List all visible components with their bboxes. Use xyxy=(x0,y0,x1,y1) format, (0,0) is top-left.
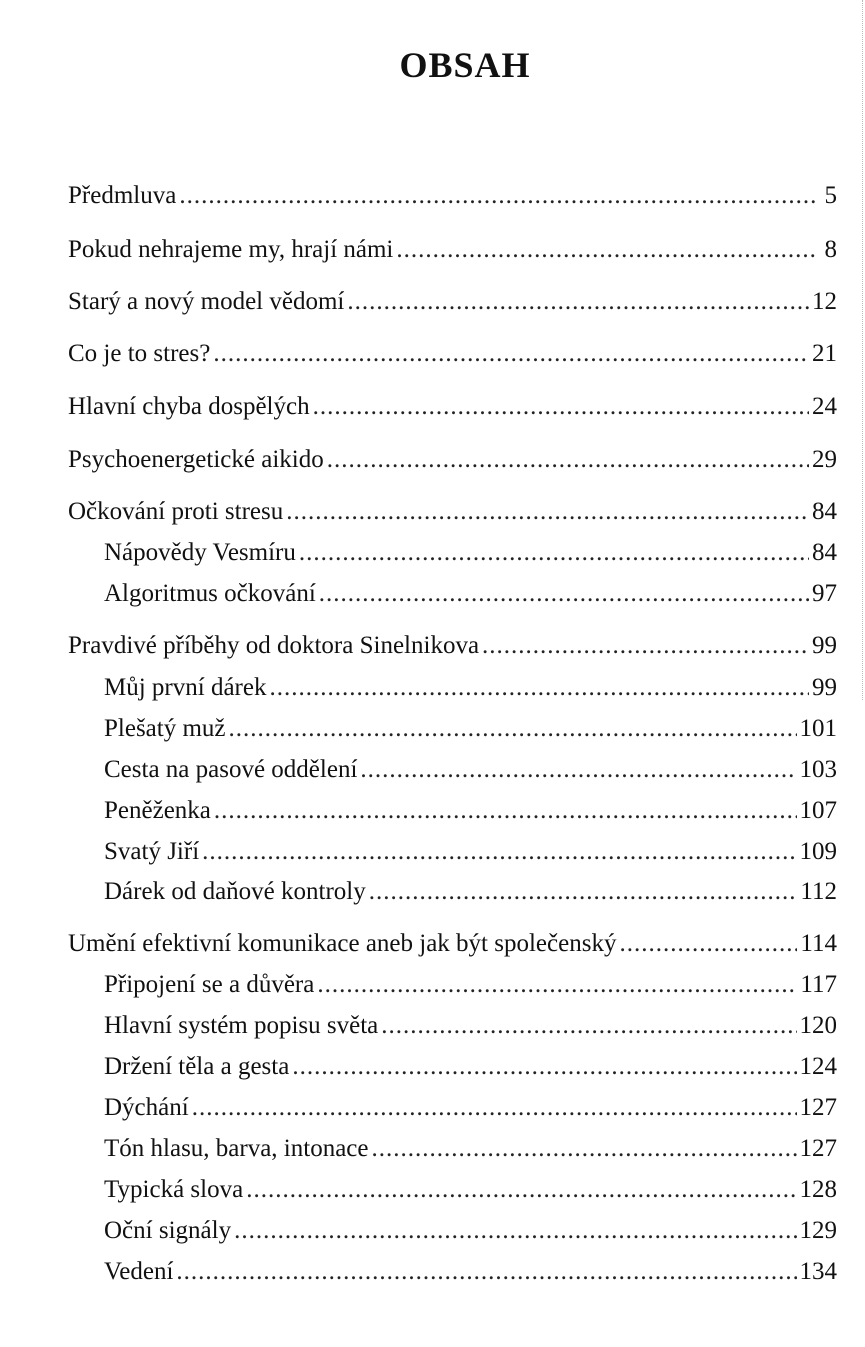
page-edge-marks xyxy=(858,0,863,700)
toc-subentry-title: Peněženka xyxy=(104,797,211,824)
toc-subentry-title: Plešatý muž xyxy=(104,715,226,742)
dot-leader xyxy=(176,1256,796,1288)
toc-subentry-page: 127 xyxy=(799,1135,837,1162)
toc-subentry-title: Dýchání xyxy=(104,1094,189,1121)
dot-leader xyxy=(482,630,809,662)
dot-leader xyxy=(269,672,809,704)
toc-entry-page: 84 xyxy=(812,498,837,525)
toc-subentry-title: Cesta na pasové oddělení xyxy=(104,756,358,783)
toc-subentry-title: Typická slova xyxy=(104,1176,244,1203)
toc-entry-title: Pokud nehrajeme my, hrají námi xyxy=(68,236,394,263)
toc-subentry-page: 101 xyxy=(799,715,837,742)
toc-subentry-title: Držení těla a gesta xyxy=(104,1053,290,1080)
toc-entry[interactable] xyxy=(0,391,837,423)
toc-subentry-page: 84 xyxy=(812,539,837,566)
toc-entry-page: 5 xyxy=(824,182,837,209)
dot-leader xyxy=(192,1092,797,1124)
toc-subentry[interactable] xyxy=(0,795,837,827)
toc-entry[interactable] xyxy=(0,234,837,266)
dot-leader xyxy=(381,1010,796,1042)
dot-leader xyxy=(292,1051,796,1083)
toc-entry[interactable] xyxy=(0,496,837,528)
toc-entry-title: Starý a nový model vědomí xyxy=(68,288,345,315)
dot-leader xyxy=(396,234,816,266)
toc-subentry[interactable] xyxy=(0,1174,837,1206)
toc-entry-title: Umění efektivní komunikace aneb jak být společenský xyxy=(68,930,617,957)
toc-entry[interactable] xyxy=(0,286,837,318)
toc-entry[interactable] xyxy=(0,180,837,212)
toc-subentry[interactable] xyxy=(0,836,837,868)
dot-leader xyxy=(286,496,809,528)
dot-leader xyxy=(369,876,798,908)
toc-subentry-title: Připojení se a důvěra xyxy=(104,971,315,998)
toc-entry-title: Hlavní chyba dospělých xyxy=(68,393,310,420)
toc-entry-page: 114 xyxy=(800,930,837,957)
dot-leader xyxy=(299,537,809,569)
toc-entry-title: Očkování proti stresu xyxy=(68,498,284,525)
toc-subentry-page: 99 xyxy=(812,674,837,701)
toc-entry[interactable] xyxy=(0,338,837,370)
toc-entry-page: 8 xyxy=(824,236,837,263)
dot-leader xyxy=(317,969,797,1001)
toc-entry-page: 99 xyxy=(812,632,837,659)
toc-subentry[interactable] xyxy=(0,672,837,704)
toc-subentry-title: Nápovědy Vesmíru xyxy=(104,539,296,566)
toc-subentry-title: Hlavní systém popisu světa xyxy=(104,1012,379,1039)
toc-subentry[interactable] xyxy=(0,1092,837,1124)
toc-subentry-page: 120 xyxy=(799,1012,837,1039)
dot-leader xyxy=(327,444,809,476)
toc-subentry[interactable] xyxy=(0,969,837,1001)
toc-subentry[interactable] xyxy=(0,1256,837,1288)
toc-subentry-page: 103 xyxy=(799,756,837,783)
toc-entry-page: 21 xyxy=(812,340,837,367)
toc-subentry-page: 129 xyxy=(799,1217,837,1244)
toc-entry-title: Co je to stres? xyxy=(68,340,211,367)
toc-entry[interactable] xyxy=(0,928,837,960)
dot-leader xyxy=(202,836,796,868)
toc-entry-page: 29 xyxy=(812,446,837,473)
toc-subentry[interactable] xyxy=(0,1010,837,1042)
toc-entry[interactable] xyxy=(0,630,837,662)
toc-entry-title: Psychoenergetické aikido xyxy=(68,446,324,473)
toc-subentry-title: Dárek od daňové kontroly xyxy=(104,878,366,905)
page-title: OBSAH xyxy=(399,45,531,85)
dot-leader xyxy=(372,1133,797,1165)
dot-leader xyxy=(213,338,809,370)
toc-subentry[interactable] xyxy=(0,1133,837,1165)
toc-subentry[interactable] xyxy=(0,713,837,745)
toc-subentry-page: 117 xyxy=(800,971,837,998)
toc-subentry-title: Algoritmus očkování xyxy=(104,580,316,607)
toc-subentry-title: Můj první dárek xyxy=(104,674,267,701)
toc-subentry[interactable] xyxy=(0,1215,837,1247)
dot-leader xyxy=(360,754,796,786)
toc-subentry-page: 134 xyxy=(799,1258,837,1285)
toc-entry-page: 12 xyxy=(812,288,837,315)
dot-leader xyxy=(214,795,797,827)
toc-subentry-page: 109 xyxy=(799,838,837,865)
toc-entry[interactable] xyxy=(0,444,837,476)
dot-leader xyxy=(246,1174,796,1206)
dot-leader xyxy=(179,180,816,212)
toc-subentry-title: Tón hlasu, barva, intonace xyxy=(104,1135,369,1162)
toc-subentry-page: 128 xyxy=(799,1176,837,1203)
toc-subentry[interactable] xyxy=(0,754,837,786)
toc-entry-title: Předmluva xyxy=(68,182,177,209)
toc-subentry-page: 124 xyxy=(799,1053,837,1080)
dot-leader xyxy=(313,391,809,423)
toc-subentry[interactable] xyxy=(0,876,837,908)
toc-subentry-title: Oční signály xyxy=(104,1217,232,1244)
toc-entry-page: 24 xyxy=(812,393,837,420)
dot-leader xyxy=(347,286,809,318)
toc-subentry[interactable] xyxy=(0,1051,837,1083)
toc-subentry-page: 97 xyxy=(812,580,837,607)
toc-subentry[interactable] xyxy=(0,537,837,569)
toc-subentry-title: Svatý Jiří xyxy=(104,838,200,865)
dot-leader xyxy=(619,928,797,960)
toc-subentry[interactable] xyxy=(0,578,837,610)
dot-leader xyxy=(234,1215,796,1247)
dot-leader xyxy=(229,713,797,745)
toc-subentry-page: 112 xyxy=(800,878,837,905)
dot-leader xyxy=(319,578,809,610)
toc-subentry-page: 107 xyxy=(799,797,837,824)
toc-subentry-title: Vedení xyxy=(104,1258,174,1285)
toc-subentry-page: 127 xyxy=(799,1094,837,1121)
toc-entry-title: Pravdivé příběhy od doktora Sinelnikova xyxy=(68,632,480,659)
